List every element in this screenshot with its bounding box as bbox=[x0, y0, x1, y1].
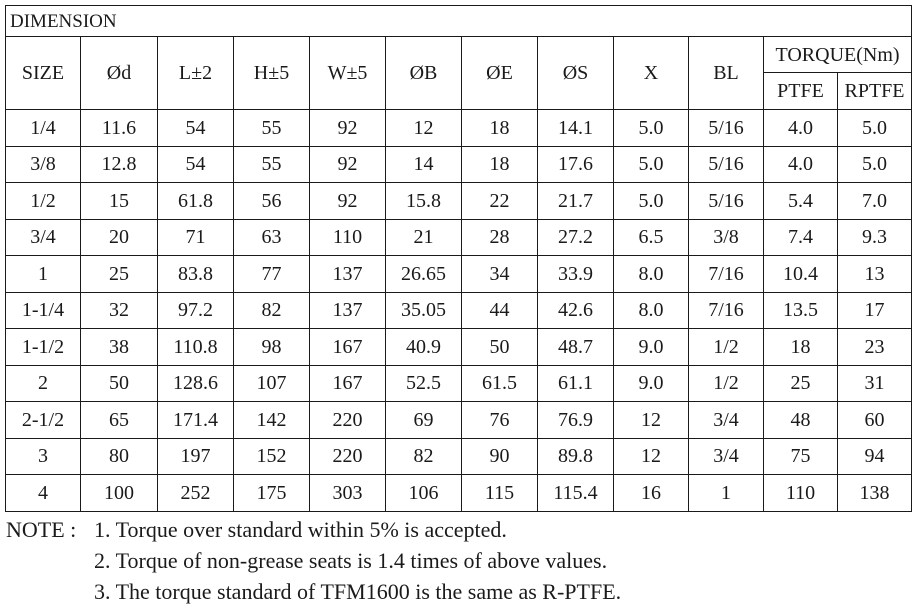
header-bl: BL bbox=[689, 37, 764, 110]
cell-l: 61.8 bbox=[158, 183, 234, 220]
table-row bbox=[6, 256, 912, 293]
cell-d: 20 bbox=[81, 219, 158, 256]
note-line-1 bbox=[6, 514, 911, 545]
cell-bl: 7/16 bbox=[689, 292, 764, 329]
cell-e: 22 bbox=[462, 183, 538, 220]
cell-x: 5.0 bbox=[614, 110, 689, 147]
cell-h: 55 bbox=[234, 146, 310, 183]
header-torque: TORQUE(Nm) bbox=[764, 37, 912, 73]
cell-x: 9.0 bbox=[614, 329, 689, 366]
cell-b: 35.05 bbox=[386, 292, 462, 329]
note-line-3 bbox=[6, 576, 911, 607]
note-line-2 bbox=[6, 545, 911, 576]
cell-w: 303 bbox=[310, 475, 386, 512]
cell-size: 2-1/2 bbox=[6, 402, 81, 439]
cell-d: 65 bbox=[81, 402, 158, 439]
header-b: ØB bbox=[386, 37, 462, 110]
cell-size: 2 bbox=[6, 365, 81, 402]
cell-bl: 7/16 bbox=[689, 256, 764, 293]
cell-s: 17.6 bbox=[538, 146, 614, 183]
cell-e: 18 bbox=[462, 146, 538, 183]
cell-b: 26.65 bbox=[386, 256, 462, 293]
cell-w: 167 bbox=[310, 365, 386, 402]
cell-w: 92 bbox=[310, 110, 386, 147]
cell-x: 12 bbox=[614, 438, 689, 475]
cell-bl: 3/8 bbox=[689, 219, 764, 256]
table-row bbox=[6, 402, 912, 439]
header-l: L±2 bbox=[158, 37, 234, 110]
cell-x: 8.0 bbox=[614, 292, 689, 329]
cell-l: 54 bbox=[158, 110, 234, 147]
cell-l: 128.6 bbox=[158, 365, 234, 402]
cell-w: 220 bbox=[310, 402, 386, 439]
cell-rptfe: 60 bbox=[838, 402, 912, 439]
cell-e: 28 bbox=[462, 219, 538, 256]
cell-w: 167 bbox=[310, 329, 386, 366]
cell-size: 3/8 bbox=[6, 146, 81, 183]
cell-size: 1 bbox=[6, 256, 81, 293]
cell-e: 44 bbox=[462, 292, 538, 329]
cell-rptfe: 138 bbox=[838, 475, 912, 512]
cell-x: 12 bbox=[614, 402, 689, 439]
cell-h: 107 bbox=[234, 365, 310, 402]
table-title: DIMENSION bbox=[6, 6, 912, 37]
cell-b: 52.5 bbox=[386, 365, 462, 402]
table-row bbox=[6, 146, 912, 183]
dimension-table bbox=[5, 5, 912, 512]
cell-w: 110 bbox=[310, 219, 386, 256]
note-item: 3. The torque standard of TFM1600 is the same as R-PTFE. bbox=[94, 579, 622, 604]
cell-size: 1/2 bbox=[6, 183, 81, 220]
cell-x: 16 bbox=[614, 475, 689, 512]
cell-e: 34 bbox=[462, 256, 538, 293]
cell-ptfe: 10.4 bbox=[764, 256, 838, 293]
cell-s: 115.4 bbox=[538, 475, 614, 512]
cell-d: 100 bbox=[81, 475, 158, 512]
cell-ptfe: 75 bbox=[764, 438, 838, 475]
cell-d: 11.6 bbox=[81, 110, 158, 147]
cell-size: 3/4 bbox=[6, 219, 81, 256]
cell-ptfe: 4.0 bbox=[764, 110, 838, 147]
cell-b: 40.9 bbox=[386, 329, 462, 366]
cell-ptfe: 4.0 bbox=[764, 146, 838, 183]
cell-bl: 1/2 bbox=[689, 365, 764, 402]
cell-ptfe: 13.5 bbox=[764, 292, 838, 329]
title-row bbox=[6, 6, 912, 37]
cell-l: 83.8 bbox=[158, 256, 234, 293]
note-prefix: NOTE : bbox=[6, 517, 77, 542]
header-size: SIZE bbox=[6, 37, 81, 110]
cell-w: 137 bbox=[310, 292, 386, 329]
cell-e: 76 bbox=[462, 402, 538, 439]
cell-e: 61.5 bbox=[462, 365, 538, 402]
header-ptfe: PTFE bbox=[764, 73, 838, 110]
cell-e: 90 bbox=[462, 438, 538, 475]
header-row bbox=[6, 37, 912, 73]
table-row bbox=[6, 292, 912, 329]
table-row bbox=[6, 329, 912, 366]
cell-x: 6.5 bbox=[614, 219, 689, 256]
cell-rptfe: 31 bbox=[838, 365, 912, 402]
cell-h: 63 bbox=[234, 219, 310, 256]
cell-size: 1-1/2 bbox=[6, 329, 81, 366]
cell-b: 82 bbox=[386, 438, 462, 475]
cell-d: 15 bbox=[81, 183, 158, 220]
cell-rptfe: 94 bbox=[838, 438, 912, 475]
cell-rptfe: 13 bbox=[838, 256, 912, 293]
cell-h: 98 bbox=[234, 329, 310, 366]
cell-bl: 5/16 bbox=[689, 146, 764, 183]
cell-ptfe: 25 bbox=[764, 365, 838, 402]
cell-x: 9.0 bbox=[614, 365, 689, 402]
cell-e: 50 bbox=[462, 329, 538, 366]
header-h: H±5 bbox=[234, 37, 310, 110]
cell-d: 50 bbox=[81, 365, 158, 402]
header-e: ØE bbox=[462, 37, 538, 110]
cell-s: 76.9 bbox=[538, 402, 614, 439]
cell-bl: 5/16 bbox=[689, 110, 764, 147]
cell-s: 61.1 bbox=[538, 365, 614, 402]
table-row bbox=[6, 365, 912, 402]
table-row bbox=[6, 183, 912, 220]
note-item: 2. Torque of non-grease seats is 1.4 times of above values. bbox=[94, 548, 608, 573]
cell-x: 5.0 bbox=[614, 146, 689, 183]
cell-x: 8.0 bbox=[614, 256, 689, 293]
cell-ptfe: 48 bbox=[764, 402, 838, 439]
cell-ptfe: 7.4 bbox=[764, 219, 838, 256]
cell-w: 220 bbox=[310, 438, 386, 475]
cell-h: 77 bbox=[234, 256, 310, 293]
cell-s: 27.2 bbox=[538, 219, 614, 256]
cell-bl: 5/16 bbox=[689, 183, 764, 220]
cell-s: 21.7 bbox=[538, 183, 614, 220]
cell-b: 14 bbox=[386, 146, 462, 183]
cell-ptfe: 18 bbox=[764, 329, 838, 366]
cell-w: 92 bbox=[310, 146, 386, 183]
cell-d: 38 bbox=[81, 329, 158, 366]
cell-l: 97.2 bbox=[158, 292, 234, 329]
cell-bl: 3/4 bbox=[689, 402, 764, 439]
cell-s: 48.7 bbox=[538, 329, 614, 366]
cell-size: 3 bbox=[6, 438, 81, 475]
cell-size: 1-1/4 bbox=[6, 292, 81, 329]
cell-b: 15.8 bbox=[386, 183, 462, 220]
cell-rptfe: 17 bbox=[838, 292, 912, 329]
cell-w: 92 bbox=[310, 183, 386, 220]
cell-d: 80 bbox=[81, 438, 158, 475]
cell-size: 1/4 bbox=[6, 110, 81, 147]
notes-section bbox=[6, 514, 911, 607]
cell-h: 142 bbox=[234, 402, 310, 439]
header-x: X bbox=[614, 37, 689, 110]
cell-w: 137 bbox=[310, 256, 386, 293]
cell-rptfe: 5.0 bbox=[838, 110, 912, 147]
table-row bbox=[6, 219, 912, 256]
cell-h: 175 bbox=[234, 475, 310, 512]
note-item: 1. Torque over standard within 5% is accepted. bbox=[94, 517, 507, 542]
cell-d: 25 bbox=[81, 256, 158, 293]
cell-s: 14.1 bbox=[538, 110, 614, 147]
table-row bbox=[6, 475, 912, 512]
cell-h: 82 bbox=[234, 292, 310, 329]
cell-l: 71 bbox=[158, 219, 234, 256]
cell-h: 56 bbox=[234, 183, 310, 220]
header-rptfe: RPTFE bbox=[838, 73, 912, 110]
cell-s: 42.6 bbox=[538, 292, 614, 329]
header-s: ØS bbox=[538, 37, 614, 110]
cell-l: 171.4 bbox=[158, 402, 234, 439]
cell-d: 32 bbox=[81, 292, 158, 329]
cell-bl: 1/2 bbox=[689, 329, 764, 366]
cell-l: 252 bbox=[158, 475, 234, 512]
cell-e: 18 bbox=[462, 110, 538, 147]
cell-b: 12 bbox=[386, 110, 462, 147]
cell-b: 21 bbox=[386, 219, 462, 256]
cell-ptfe: 110 bbox=[764, 475, 838, 512]
table-row bbox=[6, 438, 912, 475]
cell-l: 197 bbox=[158, 438, 234, 475]
cell-rptfe: 9.3 bbox=[838, 219, 912, 256]
cell-rptfe: 7.0 bbox=[838, 183, 912, 220]
cell-rptfe: 23 bbox=[838, 329, 912, 366]
cell-s: 89.8 bbox=[538, 438, 614, 475]
cell-d: 12.8 bbox=[81, 146, 158, 183]
cell-b: 69 bbox=[386, 402, 462, 439]
cell-h: 55 bbox=[234, 110, 310, 147]
cell-size: 4 bbox=[6, 475, 81, 512]
cell-bl: 1 bbox=[689, 475, 764, 512]
cell-rptfe: 5.0 bbox=[838, 146, 912, 183]
header-d: Ød bbox=[81, 37, 158, 110]
cell-b: 106 bbox=[386, 475, 462, 512]
cell-x: 5.0 bbox=[614, 183, 689, 220]
cell-bl: 3/4 bbox=[689, 438, 764, 475]
cell-h: 152 bbox=[234, 438, 310, 475]
cell-ptfe: 5.4 bbox=[764, 183, 838, 220]
cell-l: 54 bbox=[158, 146, 234, 183]
table-row bbox=[6, 110, 912, 147]
header-w: W±5 bbox=[310, 37, 386, 110]
cell-e: 115 bbox=[462, 475, 538, 512]
cell-s: 33.9 bbox=[538, 256, 614, 293]
cell-l: 110.8 bbox=[158, 329, 234, 366]
